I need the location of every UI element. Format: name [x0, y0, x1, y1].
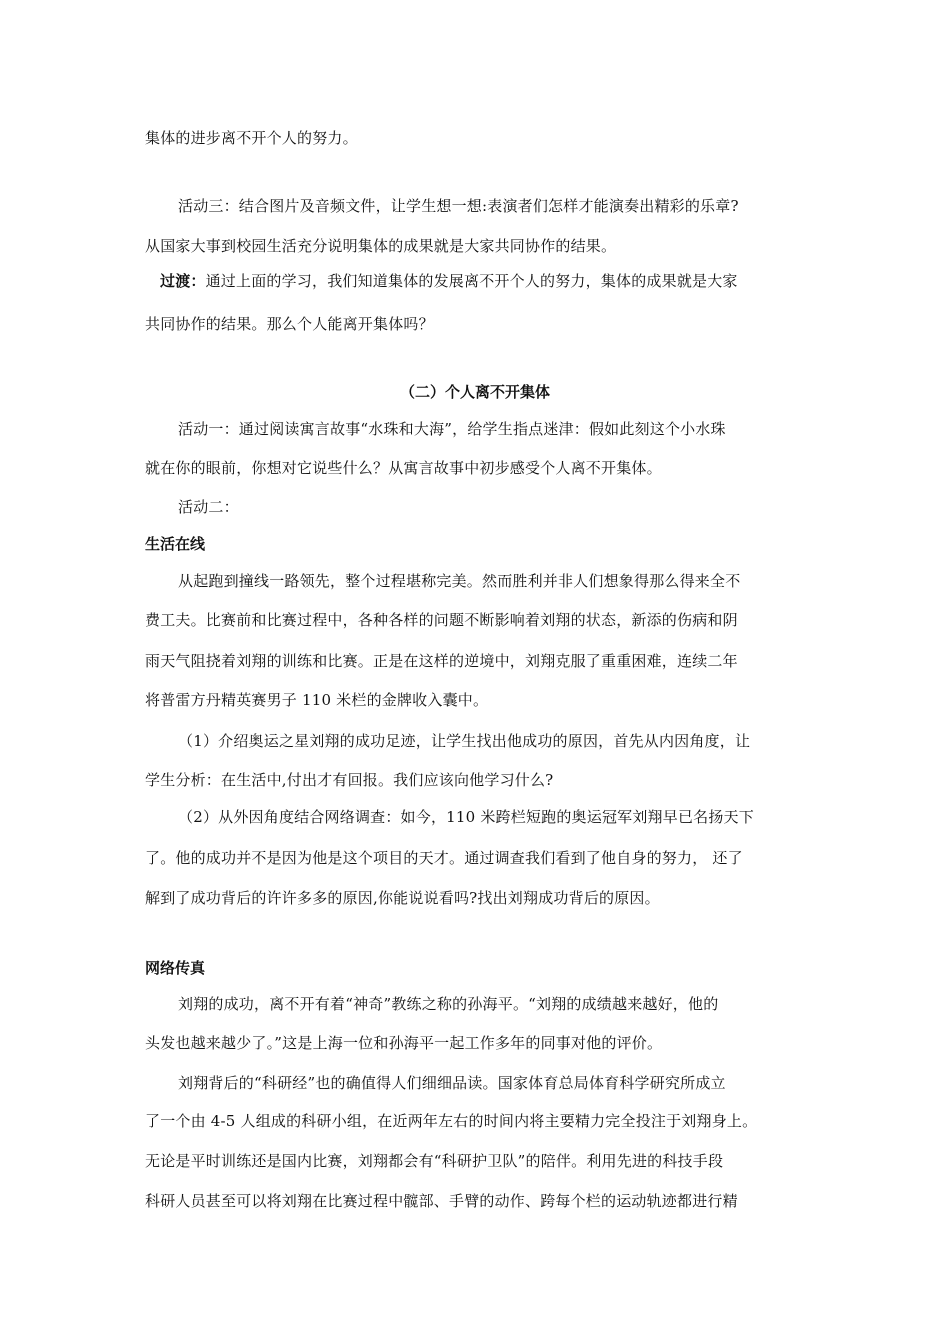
- paragraph-line: 无论是平时训练还是国内比赛，刘翔都会有“科研护卫队”的陪伴。利用先进的科技手段: [145, 1152, 724, 1170]
- transition-label: 过渡：: [160, 272, 206, 290]
- paragraph-line: 科研人员甚至可以将刘翔在比赛过程中髋部、手臂的动作、跨每个栏的运动轨迹都进行精: [145, 1192, 738, 1210]
- paragraph-line: 了。他的成功并不是因为他是这个项目的天才。通过调查我们看到了他自身的努力， 还了: [145, 849, 743, 867]
- paragraph-line: 将普雷方丹精英赛男子 110 米栏的金牌收入囊中。: [145, 691, 489, 709]
- subheading-life-online: 生活在线: [145, 535, 206, 553]
- paragraph-line: 解到了成功背后的许许多多的原因,你能说说看吗?找出刘翔成功背后的原因。: [145, 889, 660, 907]
- section-title: （二）个人离不开集体: [399, 383, 550, 401]
- transition-text: 通过上面的学习，我们知道集体的发展离不开个人的努力，集体的成果就是大家: [205, 272, 738, 290]
- paragraph-line: 头发也越来越少了。”这是上海一位和孙海平一起工作多年的同事对他的评价。: [145, 1034, 663, 1052]
- paragraph-line: 从国家大事到校园生活充分说明集体的成果就是大家共同协作的结果。: [145, 237, 617, 255]
- paragraph-line: （1）介绍奥运之星刘翔的成功足迹，让学生找出他成功的原因，首先从内因角度，让: [178, 732, 751, 750]
- paragraph-line: （2）从外因角度结合网络调查：如今，110 米跨栏短跑的奥运冠军刘翔早已名扬天下: [178, 808, 754, 826]
- paragraph-line: 雨天气阻挠着刘翔的训练和比赛。正是在这样的逆境中，刘翔克服了重重困难，连续二年: [145, 652, 738, 670]
- paragraph-line: 活动一：通过阅读寓言故事“水珠和大海”，给学生指点迷津：假如此刻这个小水珠: [178, 420, 726, 438]
- paragraph-line: 刘翔背后的“科研经”也的确值得人们细细品读。国家体育总局体育科学研究所成立: [178, 1074, 726, 1092]
- paragraph-line: 活动三：结合图片及音频文件，让学生想一想:表演者们怎样才能演奏出精彩的乐章?: [178, 197, 739, 215]
- paragraph-line: 刘翔的成功，离不开有着“神奇”教练之称的孙海平。“刘翔的成绩越来越好，他的: [178, 995, 719, 1013]
- paragraph-line: 就在你的眼前，你想对它说些什么？从寓言故事中初步感受个人离不开集体。: [145, 459, 662, 477]
- paragraph-line: 费工夫。比赛前和比赛过程中，各种各样的问题不断影响着刘翔的状态，新添的伤病和阴: [145, 611, 738, 629]
- paragraph-line: 活动二：: [178, 498, 239, 516]
- paragraph-line: 共同协作的结果。那么个人能离开集体吗？: [145, 315, 434, 333]
- subheading-network-fax: 网络传真: [145, 959, 206, 977]
- transition-line: [160, 271, 830, 291]
- paragraph-line: 了一个由 4-5 人组成的科研小组，在近两年左右的时间内将主要精力完全投注于刘翔身上。: [145, 1112, 758, 1130]
- paragraph-line: 从起跑到撞线一路领先，整个过程堪称完美。然而胜利并非人们想象得那么得来全不: [178, 572, 741, 590]
- paragraph-line: 集体的进步离不开个人的努力。: [145, 129, 358, 147]
- paragraph-line: 学生分析：在生活中,付出才有回报。我们应该向他学习什么?: [145, 771, 554, 789]
